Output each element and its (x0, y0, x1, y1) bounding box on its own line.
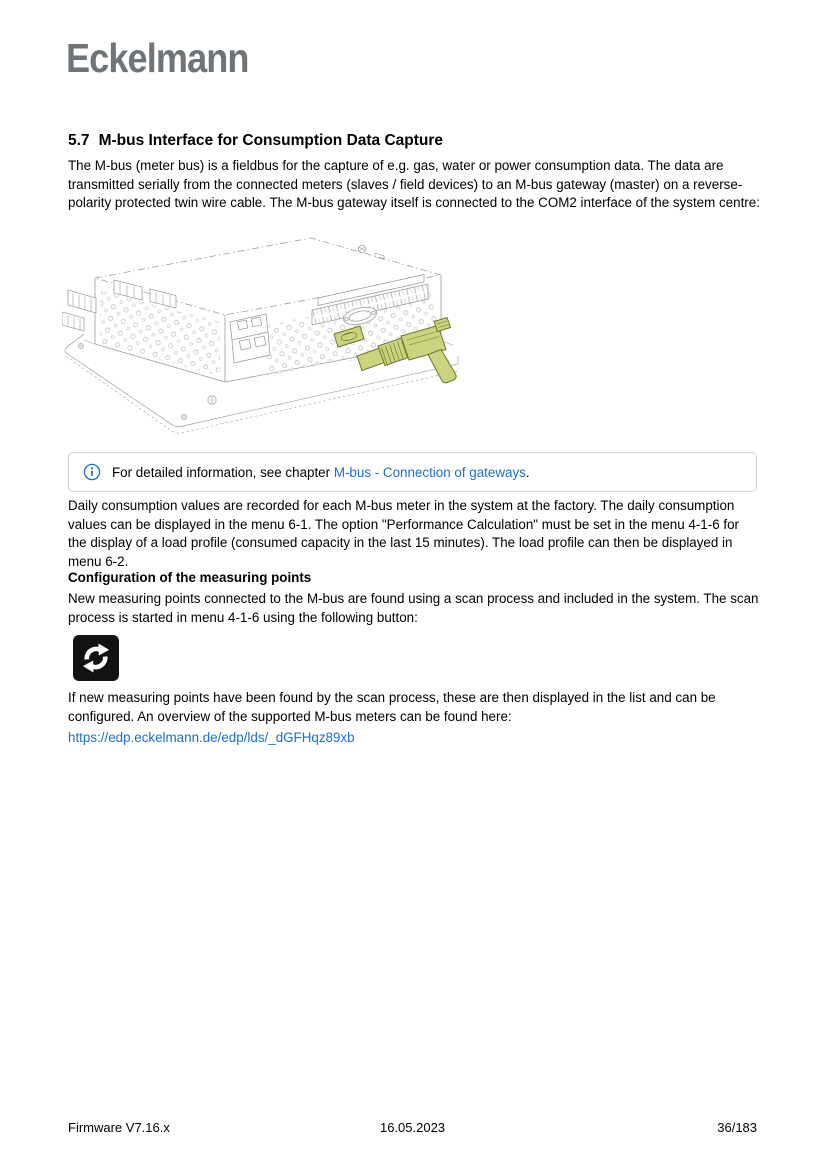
info-text (112, 465, 530, 480)
section-number: 5.7 (68, 132, 90, 149)
footer-firmware-version: Firmware V7.16.x (68, 1120, 170, 1135)
scan-paragraph: New measuring points connected to the M-bus are found using a scan process and included in the system. The scan process is started in menu 4-1-6 using the following button: (68, 591, 759, 625)
config-subheading: Configuration of the measuring points (68, 570, 312, 585)
supported-meters-link[interactable]: https://edp.eckelmann.de/edp/lds/_dGFHqz89xb (68, 730, 355, 745)
system-centre-figure (62, 228, 464, 442)
chapter-link[interactable]: M-bus - Connection of gateways (333, 464, 526, 480)
info-text-prefix: For detailed information, see chapter (112, 464, 334, 480)
footer-date: 16.05.2023 (379, 1120, 446, 1135)
info-text-suffix: . (525, 464, 530, 480)
scan-button-illustration (73, 635, 119, 681)
footer-page-number: 36/183 (717, 1120, 758, 1135)
section-heading (68, 132, 760, 150)
info-box (68, 452, 757, 492)
section-title: M-bus Interface for Consumption Data Capture (98, 132, 444, 149)
refresh-sync-icon (79, 641, 113, 675)
eckelmann-logo: Eckelmann (66, 35, 249, 81)
daily-consumption-paragraph: Daily consumption values are recorded for each M-bus meter in the system at the factory. The daily consumption values can be displayed in the menu 6-1. The option "Performance Calculation" must be set in the menu 4-1-6 for the display of a load profile (consumed capacity in the last 15 minutes). The load profile can then be displayed in menu 6-2. (68, 498, 739, 569)
intro-paragraph: The M-bus (meter bus) is a fieldbus for the capture of e.g. gas, water or power consumption data. The data are transmitted serially from the connected meters (slaves / field devices) to an M-bus gateway (master) on a reverse-polarity protected twin wire cable. The M-bus gateway itself is connected to the COM2 interface of the system centre: (68, 158, 760, 211)
info-icon (83, 463, 101, 481)
found-paragraph: If new measuring points have been found by the scan process, these are then displayed in the list and can be configured. An overview of the supported M-bus meters can be found here: (68, 690, 716, 724)
page-footer (68, 1120, 757, 1135)
